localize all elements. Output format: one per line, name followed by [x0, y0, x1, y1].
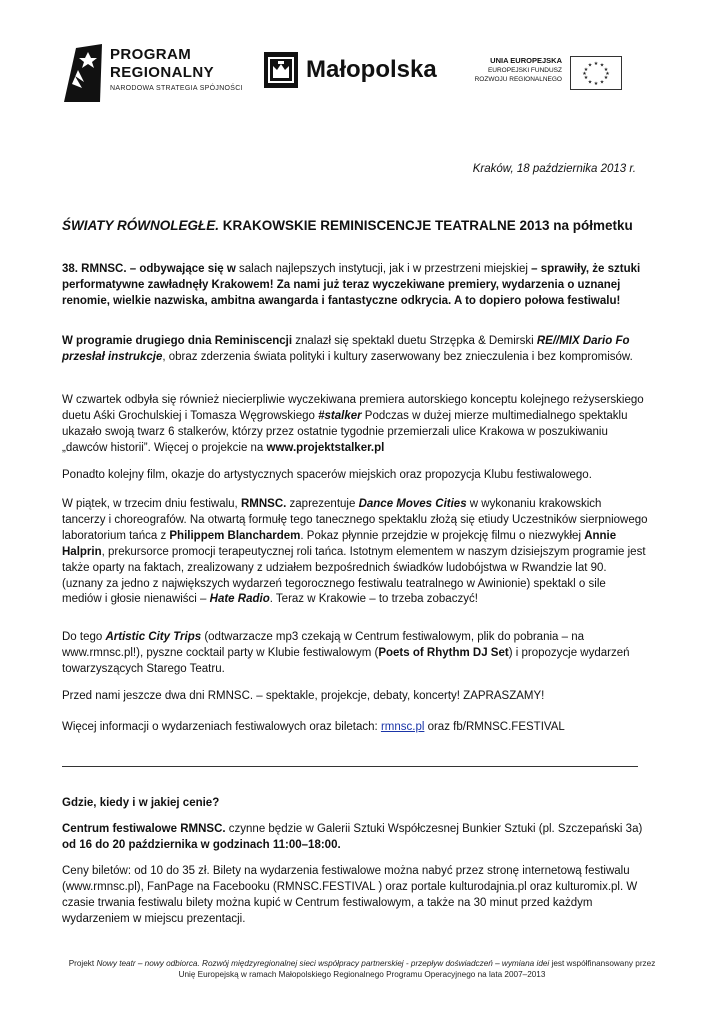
- footer-italic: Nowy teatr – nowy odbiorca. Rozwój międzyregionalnej sieci współpracy partnerskiej - przepływ doświadczeń – wymiana idei: [96, 959, 550, 968]
- p5-normal-6: . Teraz w Krakowie – to trzeba zobaczyć!: [269, 593, 478, 606]
- footer-pre: Projekt: [68, 959, 97, 968]
- section-divider: [62, 766, 638, 767]
- svg-text:★: ★: [599, 62, 605, 69]
- info-prices: [62, 864, 648, 928]
- paragraph-4: [62, 468, 648, 484]
- p6-normal-3: ) i propozycje wydarzeń towarzyszących Starego Teatru.: [62, 646, 630, 675]
- p2-normal-1: znalazł się spektakl duetu Strzępka & Demirski: [292, 335, 537, 347]
- svg-text:★: ★: [587, 79, 593, 86]
- p3-stalker: #stalker: [318, 409, 362, 422]
- eu-line-3: ROZWOJU REGIONALNEGO: [474, 76, 562, 83]
- header-logos: [0, 38, 724, 108]
- title-italic: ŚWIATY RÓWNOLEGŁE.: [62, 218, 219, 233]
- p3-normal-1: W czwartek odbyła się również niecierpliwie wyczekiwana premiera autorskiego konceptu kolejnego reżyserskiego duetu Aśki Grochulskiej i Tomasza Węgrowskiego: [62, 394, 644, 422]
- paragraph-3: [62, 393, 648, 457]
- p5-blanchard: Philippem Blanchardem: [169, 529, 301, 542]
- info-centre-normal: czynne będzie w Galerii Sztuki Współczesnej Bunkier Sztuki (pl. Szczepański 3a): [225, 823, 643, 835]
- svg-text:★: ★: [605, 71, 610, 77]
- p3-website: www.projektstalker.pl: [266, 441, 385, 454]
- rmnsc-link[interactable]: rmnsc.pl: [380, 721, 425, 733]
- malopolska-emblem-icon: [264, 52, 298, 88]
- paragraph-8: [62, 720, 648, 736]
- eu-logo: [466, 56, 622, 92]
- p1-normal-1: salach najlepszych instytucji, jak i w przestrzeni miejskiej: [235, 263, 528, 275]
- p5-normal-2: zaprezentuje: [286, 498, 359, 510]
- press-title: [62, 218, 633, 233]
- strategy-text: NARODOWA STRATEGIA SPÓJNOŚCI: [110, 85, 243, 92]
- svg-text:★: ★: [603, 67, 609, 73]
- svg-text:★: ★: [583, 75, 589, 81]
- info-prices-text: Ceny biletów: od 10 do 35 zł. Bilety na wydarzenia festiwalowe można nabyć przez stronę internetową festiwalu (www.rmnsc.pl), FanPage na Facebooku (RMNSC.FESTIVAL ) oraz portale kulturodajnia.pl oraz kulturomix.pl. W czasie trwania festiwalu bilety można kupić w Centrum festiwalowym, a także na 30 minut przed każdym wydarzeniem w miejscu prezentacji.: [62, 865, 638, 925]
- p5-normal-1: W piątek, w trzecim dniu festiwalu,: [62, 498, 241, 510]
- svg-text:★: ★: [593, 61, 599, 67]
- paragraph-7: [62, 689, 648, 705]
- p6-normal-2: (odtwarzacze mp3 czekają w Centrum festiwalowym, plik do pobrania – na www.rmnsc.pl!), pyszne cocktail party w Klubie festiwalowym (: [62, 631, 585, 659]
- eu-line-1: UNIA EUROPEJSKA: [490, 56, 562, 65]
- p3-normal-2: Podczas w dużej mierze multimedialnego spektaklu ukazało swoją twarz 6 stalkerów, którzy przez ostatnie tygodnie przemierzali ulice Krakowa w poszukiwaniu „dawców historii”. Więcej o projekcie na: [62, 409, 628, 454]
- p1-bold-2: – sprawiły, że sztuki performatywne zawładnęły Krakowem! Za nami już teraz wyczekiwane premiery, wydarzenia o uznanej renomie, wielkie nazwiska, ambitna awangarda i fantastyczne odkrycia. A to dopiero połowa festiwalu!: [62, 263, 641, 307]
- p5-normal-4: . Pokaz płynnie przejdzie w projekcję filmu o niezwykłej: [300, 529, 585, 542]
- eu-line-2: EUROPEJSKI FUNDUSZ: [487, 67, 562, 74]
- info-centre-dates: od 16 do 20 października w godzinach 11:00–18:00.: [62, 838, 341, 851]
- paragraph-1: [62, 262, 648, 310]
- program-text: PROGRAM: [110, 46, 192, 63]
- page-footer: [62, 958, 662, 980]
- press-date: Kraków, 18 października 2013 r.: [472, 163, 636, 175]
- program-regionalny-emblem-icon: [64, 44, 104, 102]
- p5-hate-radio: Hate Radio: [209, 593, 270, 606]
- eu-flag-icon: [570, 56, 622, 90]
- info-heading: [62, 796, 648, 812]
- p2-bold-1: W programie drugiego dnia Reminiscencji: [62, 335, 293, 347]
- footer-post: jest współfinansowany przez Unię Europejską w ramach Małopolskiego Regionalnego Programu Operacyjnego na lata 2007–2013: [178, 959, 656, 979]
- info-centre-bold: Centrum festiwalowe RMNSC.: [62, 823, 226, 835]
- p6-normal-1: Do tego: [62, 631, 106, 643]
- paragraph-5: [62, 497, 648, 608]
- paragraph-6: [62, 630, 648, 678]
- p2-show-title: RE//MIX Dario Fo przesłał instrukcje: [62, 335, 630, 363]
- p5-normal-5: , prekursorce promocji terapeutycznej roli tańca. Istotnym elementem w naszym dzisiejszym programie jest także oparty na faktach, zrealizowany z udziałem bezpośrednich świadków ludobójstwa w Rwandzie lat 90. (uznany za jedno z największych wydarzeń tegorocznego festiwalu teatralnego w Awinionie) spektakl o sile mediów i głosie nienawiści –: [62, 545, 646, 606]
- p1-bold-1: 38. RMNSC. – odbywające się w: [62, 263, 236, 275]
- paragraph-2: [62, 334, 648, 366]
- svg-text:★: ★: [593, 81, 599, 87]
- p5-halprin: Annie Halprin: [62, 529, 617, 558]
- svg-text:★: ★: [587, 62, 593, 69]
- p8-normal-1: Więcej informacji o wydarzeniach festiwalowych oraz biletach:: [62, 721, 381, 733]
- p2-normal-2: , obraz zderzenia świata polityki i kultury zaserwowany bez znieczulenia i bez kompromisów.: [162, 350, 633, 363]
- p6-city-trips: Artistic City Trips: [105, 631, 202, 643]
- p6-poets: Poets of Rhythm DJ Set: [378, 646, 509, 659]
- p5-normal-3: w wykonaniu krakowskich tancerzy i choreografów. Na otwartą formułę tego tanecznego spektaklu złożą się etiudy Uczestników sierpniowego laboratorium tańca z: [62, 498, 648, 542]
- p8-normal-2: oraz fb/RMNSC.FESTIVAL: [424, 721, 565, 733]
- info-heading-text: Gdzie, kiedy i w jakiej cenie?: [62, 797, 220, 809]
- malopolska-text: Małopolska: [306, 56, 437, 83]
- svg-text:★: ★: [599, 79, 605, 86]
- p5-rmnsc: RMNSC.: [240, 498, 287, 510]
- svg-text:★: ★: [582, 71, 587, 77]
- svg-text:★: ★: [583, 67, 589, 73]
- title-rest: KRAKOWSKIE REMINISCENCJE TEATRALNE 2013 na półmetku: [219, 218, 633, 233]
- p4-text: Ponadto kolejny film, okazje do artystycznych spacerów miejskich oraz propozycja Klubu festiwalowego.: [62, 469, 592, 481]
- p5-dance-moves: Dance Moves Cities: [358, 498, 467, 510]
- svg-text:★: ★: [603, 75, 609, 81]
- info-centre: [62, 822, 648, 854]
- regionalny-text: REGIONALNY: [110, 64, 215, 81]
- p7-text: Przed nami jeszcze dwa dni RMNSC. – spektakle, projekcje, debaty, koncerty! ZAPRASZAMY!: [62, 690, 545, 702]
